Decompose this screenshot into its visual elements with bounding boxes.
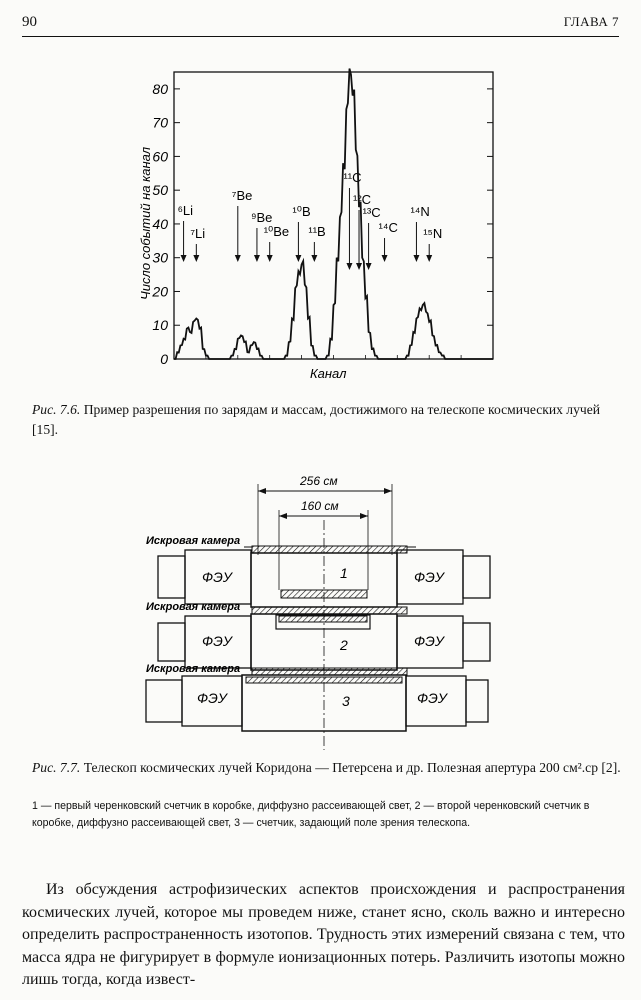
spark-chamber-3 <box>252 668 407 675</box>
caption-label: Рис. 7.6. <box>32 402 81 417</box>
y-tick-label: 70 <box>152 114 168 131</box>
dimension-256 <box>258 474 392 555</box>
isotope-label: ¹²C <box>353 192 372 207</box>
y-tick-label: 0 <box>160 351 168 367</box>
y-tick-label: 20 <box>152 283 168 300</box>
page-number: 90 <box>22 14 37 30</box>
spark-chamber-1 <box>252 546 407 553</box>
isotope-arrowhead <box>193 255 199 262</box>
figure-7-7-caption <box>32 758 621 778</box>
series-line <box>174 69 493 359</box>
chapter-title: ГЛАВА 7 <box>563 14 619 29</box>
y-tick-label: 60 <box>152 148 168 165</box>
x-axis-label: Канал <box>310 366 347 381</box>
y-axis-label: Число событий на канал <box>138 146 153 300</box>
mass-resolution-chart <box>0 0 641 400</box>
isotope-arrowhead <box>181 255 187 262</box>
isotope-arrowhead <box>356 263 362 270</box>
y-tick-label: 50 <box>152 182 168 199</box>
spark-chamber-label: Искровая камера <box>146 663 241 675</box>
figure-7-6-caption <box>32 400 621 440</box>
counter-number: 3 <box>342 693 350 709</box>
pmt-label: ФЭУ <box>197 690 227 706</box>
isotope-label: ¹¹B <box>308 224 326 239</box>
isotope-label: ⁹Be <box>250 210 273 225</box>
caption-text: Пример разрешения по зарядам и массам, достижимого на телескопе космических лучей [15]. <box>32 402 601 437</box>
isotope-arrowhead <box>346 263 352 270</box>
pmt-label: ФЭУ <box>414 569 444 585</box>
caption-label: Рис. 7.7. <box>32 760 81 775</box>
isotope-arrowhead <box>254 255 260 262</box>
body-paragraph: Из обсуждения астрофизических аспектов происхождения и распространения космических лучей, которое мы проведем ниже, станет ясно, сколь важно и интересно определить распространенность изотопов. Трудность этих измерений связана с тем, что масса ядра не фигурирует в формуле ионизационных потерь. Различить изотопы можно лишь тогда, когда извест- <box>22 881 625 988</box>
tier-2 <box>146 601 490 670</box>
isotope-arrowhead <box>426 255 432 262</box>
y-tick-label: 40 <box>152 215 168 232</box>
counter-number: 2 <box>340 637 348 653</box>
isotope-arrowhead <box>382 255 388 262</box>
pmt-label: ФЭУ <box>202 569 232 585</box>
isotope-arrowhead <box>413 255 419 262</box>
isotope-label: ¹⁰Be <box>263 224 290 239</box>
isotope-arrowhead <box>366 263 372 270</box>
counter-2-radiator <box>279 616 367 622</box>
caption-text: Телескоп космических лучей Коридона — Петерсена и др. Полезная апертура 200 см².ср [2]. <box>83 760 621 775</box>
telescope-diagram <box>0 460 641 760</box>
pmt-label: ФЭУ <box>202 633 232 649</box>
dimension-160 <box>279 499 368 590</box>
isotope-arrowhead <box>267 255 273 262</box>
counter-1-radiator <box>281 590 367 598</box>
spark-chamber-label: Искровая камера <box>146 601 241 613</box>
isotope-label: ¹⁴C <box>378 220 398 235</box>
isotope-label: ¹¹C <box>343 170 362 185</box>
counter-number: 1 <box>340 565 348 581</box>
isotope-arrowhead <box>311 255 317 262</box>
y-tick-label: 30 <box>152 249 168 266</box>
y-tick-label: 10 <box>152 317 168 334</box>
dim-outer-label: 256 см <box>300 474 338 488</box>
isotope-arrowhead <box>235 255 241 262</box>
y-tick-label: 80 <box>152 80 168 97</box>
pmt-label: ФЭУ <box>414 633 444 649</box>
figure-7-7-legend: 1 — первый черенковский счетчик в коробке, диффузно рассеивающей свет, 2 — второй черенковский счетчик в коробке, диффузно рассеивающей свет, 3 — счетчик, задающий поле зрения телескопа. <box>32 800 590 829</box>
isotope-label: ¹⁵N <box>423 226 443 241</box>
isotope-label: ¹⁰B <box>292 204 311 219</box>
counter-3-scintillator <box>246 677 402 683</box>
isotope-label: ⁷Be <box>231 188 253 203</box>
isotope-label: ¹³C <box>362 205 381 220</box>
pmt-label: ФЭУ <box>417 690 447 706</box>
dim-inner-label: 160 см <box>301 499 339 513</box>
spark-chamber-2 <box>252 607 407 614</box>
tier-1 <box>146 535 490 607</box>
spark-chamber-label: Искровая камера <box>146 535 241 547</box>
isotope-arrowhead <box>295 255 301 262</box>
tier-3 <box>146 663 488 731</box>
isotope-label: ¹⁴N <box>410 204 430 219</box>
isotope-label: ⁷Li <box>190 226 206 241</box>
isotope-label: ⁶Li <box>177 203 194 218</box>
